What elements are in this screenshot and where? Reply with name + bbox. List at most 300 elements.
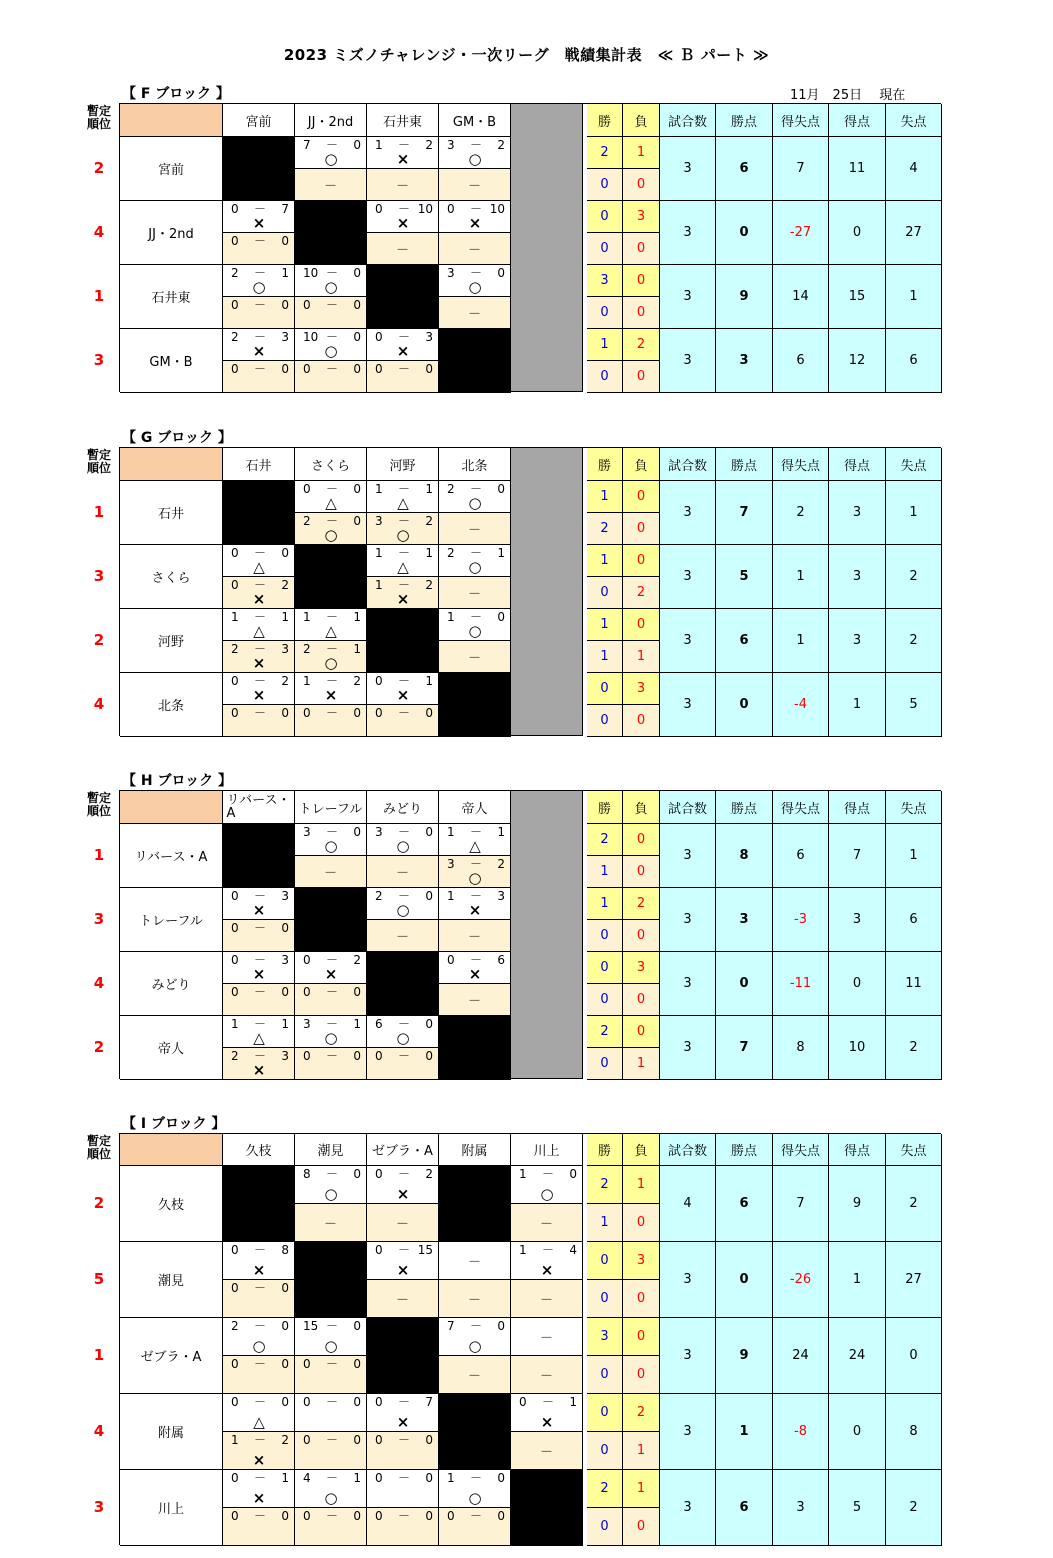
losses-second-leg: 0 <box>623 1508 660 1546</box>
score-for: 1 <box>447 1471 455 1485</box>
score-for: 0 <box>231 202 239 216</box>
score-against: 2 <box>281 674 289 688</box>
team-header: 石井東 <box>367 104 439 137</box>
wins-first-leg: 0 <box>587 952 623 984</box>
score-for: 1 <box>519 1243 527 1257</box>
score-against: 1 <box>569 1395 577 1409</box>
score-against: 4 <box>569 1243 577 1257</box>
score-separator: － <box>254 298 267 312</box>
match-result-1 <box>295 137 367 169</box>
team-name: 宮前 <box>120 137 223 201</box>
score-for: 1 <box>447 610 455 624</box>
score-separator: － <box>254 1433 267 1447</box>
team-name: 河野 <box>120 609 223 673</box>
score-for: 15 <box>303 1319 319 1333</box>
wins-first-leg: 1 <box>587 481 623 513</box>
wins-second-leg: 1 <box>587 641 623 673</box>
points: 3 <box>716 329 773 393</box>
games-played: 3 <box>660 545 716 609</box>
no-match-dash: － <box>323 866 337 881</box>
score-separator: － <box>254 546 267 560</box>
losses-second-leg: 0 <box>623 169 660 201</box>
stat-header: 勝点 <box>716 791 773 824</box>
score-against: 1 <box>497 825 505 839</box>
match-result-1 <box>367 1394 439 1432</box>
match-score <box>367 1050 439 1064</box>
match-score <box>223 986 295 1000</box>
self-match-cell <box>511 1470 583 1546</box>
score-separator: － <box>254 1017 267 1031</box>
stat-header: 負 <box>623 104 660 137</box>
score-separator: － <box>326 1395 339 1409</box>
score-separator: － <box>254 330 267 344</box>
points: 0 <box>716 1242 773 1318</box>
losses-first-leg: 3 <box>623 1242 660 1280</box>
goal-difference: -8 <box>773 1394 829 1470</box>
match-result-2 <box>295 361 367 393</box>
score-for: 0 <box>375 1243 383 1257</box>
score-for: 0 <box>303 1509 311 1523</box>
result-mark: ○ <box>252 1337 266 1355</box>
goals-against: 5 <box>886 673 942 737</box>
score-for: 1 <box>303 610 311 624</box>
match-result-2 <box>511 1356 583 1394</box>
match-result-2 <box>439 297 511 329</box>
score-against: 2 <box>353 674 361 688</box>
result-mark: ○ <box>468 278 482 296</box>
goals-for: 24 <box>829 1318 886 1394</box>
no-match-dash: － <box>539 1369 553 1384</box>
score-against: 3 <box>425 330 433 344</box>
team-header: リバース・ A <box>223 791 295 824</box>
score-against: 0 <box>353 1509 361 1523</box>
rank-header: 暫定 順位 <box>86 104 111 131</box>
team-header: みどり <box>367 791 439 824</box>
self-match-cell <box>223 137 295 201</box>
result-mark: × <box>396 342 410 360</box>
score-against: 1 <box>281 610 289 624</box>
score-for: 2 <box>447 482 455 496</box>
goals-against: 27 <box>886 1242 942 1318</box>
score-for: 1 <box>231 610 239 624</box>
result-mark: × <box>396 590 410 608</box>
score-for: 0 <box>375 362 383 376</box>
team-name: 石井 <box>120 481 223 545</box>
goals-against: 4 <box>886 137 942 201</box>
score-against: 3 <box>281 1049 289 1063</box>
score-for: 0 <box>447 202 455 216</box>
provisional-rank: 2 <box>93 1038 105 1056</box>
match-result-1 <box>223 888 295 920</box>
wins-second-leg: 0 <box>587 1432 623 1470</box>
score-separator: － <box>326 674 339 688</box>
provisional-rank: 1 <box>93 503 105 521</box>
score-against: 0 <box>353 706 361 720</box>
match-result-2 <box>367 361 439 393</box>
goals-against: 2 <box>886 1166 942 1242</box>
wins-first-leg: 0 <box>587 1394 623 1432</box>
team-header: 北条 <box>439 448 511 481</box>
score-separator: － <box>326 985 339 999</box>
match-result-2 <box>439 513 511 545</box>
team-name: さくら <box>120 545 223 609</box>
score-for: 1 <box>375 546 383 560</box>
goals-against: 1 <box>886 481 942 545</box>
no-match-dash: － <box>467 243 481 258</box>
match-score <box>439 1472 511 1486</box>
score-against: 0 <box>353 298 361 312</box>
games-played: 3 <box>660 1470 716 1546</box>
match-score <box>223 363 295 377</box>
score-separator: － <box>542 1167 555 1181</box>
score-separator: － <box>254 706 267 720</box>
score-against: 1 <box>353 642 361 656</box>
self-match-cell <box>223 481 295 545</box>
score-separator: － <box>326 1433 339 1447</box>
match-result-2 <box>367 1432 439 1470</box>
score-for: 4 <box>303 1471 311 1485</box>
team-header: 附属 <box>439 1134 511 1166</box>
match-result-2 <box>511 1204 583 1242</box>
provisional-rank: 3 <box>93 1498 105 1516</box>
score-separator: － <box>470 546 483 560</box>
score-for: 0 <box>231 953 239 967</box>
stat-header: 得点 <box>829 104 886 137</box>
self-match-cell <box>439 1394 511 1470</box>
losses-second-leg: 0 <box>623 856 660 888</box>
score-against: 1 <box>353 1017 361 1031</box>
score-separator: － <box>470 1509 483 1523</box>
goal-difference: 6 <box>773 824 829 888</box>
match-result-2 <box>295 705 367 737</box>
match-result-2 <box>295 1204 367 1242</box>
points: 0 <box>716 201 773 265</box>
score-separator: － <box>398 1509 411 1523</box>
match-result-2 <box>223 984 295 1016</box>
match-result-1 <box>223 1242 295 1280</box>
score-against: 0 <box>425 1433 433 1447</box>
stat-header: 勝点 <box>716 448 773 481</box>
score-for: 2 <box>303 514 311 528</box>
score-for: 10 <box>303 330 319 344</box>
score-for: 0 <box>231 1395 239 1409</box>
match-score <box>367 1244 439 1258</box>
score-for: 0 <box>231 706 239 720</box>
match-result-1 <box>367 888 439 920</box>
score-for: 3 <box>375 825 383 839</box>
match-result-1 <box>511 1318 583 1356</box>
goals-for: 7 <box>829 824 886 888</box>
score-for: 0 <box>303 1395 311 1409</box>
score-separator: － <box>398 1049 411 1063</box>
score-for: 2 <box>447 546 455 560</box>
score-separator: － <box>470 202 483 216</box>
match-result-2 <box>367 233 439 265</box>
score-for: 0 <box>303 953 311 967</box>
result-mark: × <box>252 1261 266 1279</box>
score-against: 2 <box>425 138 433 152</box>
no-match-dash: － <box>539 1293 553 1308</box>
goals-for: 1 <box>829 673 886 737</box>
losses-first-leg: 0 <box>623 265 660 297</box>
no-match-dash: － <box>323 1217 337 1232</box>
goal-difference: 1 <box>773 545 829 609</box>
self-match-cell <box>295 888 367 952</box>
score-against: 2 <box>425 578 433 592</box>
match-result-2 <box>295 641 367 673</box>
match-score <box>367 1396 439 1410</box>
score-against: 0 <box>497 1471 505 1485</box>
score-for: 0 <box>231 1357 239 1371</box>
result-mark: × <box>324 686 338 704</box>
score-separator: － <box>254 610 267 624</box>
score-against: 0 <box>497 482 505 496</box>
goals-for: 3 <box>829 888 886 952</box>
team-name: 久枝 <box>120 1166 223 1242</box>
score-separator: － <box>326 298 339 312</box>
score-for: 0 <box>231 298 239 312</box>
no-match-dash: － <box>539 1217 553 1232</box>
score-for: 0 <box>303 298 311 312</box>
score-separator: － <box>470 889 483 903</box>
self-match-cell <box>439 1166 511 1242</box>
goal-difference: 3 <box>773 1470 829 1546</box>
score-against: 0 <box>353 985 361 999</box>
result-mark: × <box>396 150 410 168</box>
score-separator: － <box>254 362 267 376</box>
match-result-2 <box>367 169 439 201</box>
result-mark: × <box>252 1451 266 1469</box>
match-score <box>295 1472 367 1486</box>
score-for: 0 <box>231 578 239 592</box>
score-separator: － <box>254 921 267 935</box>
match-result-1 <box>223 265 295 297</box>
no-match-dash: － <box>395 243 409 258</box>
score-for: 0 <box>303 706 311 720</box>
match-result-1 <box>439 888 511 920</box>
score-for: 0 <box>231 985 239 999</box>
match-result-1 <box>223 1016 295 1048</box>
score-separator: － <box>398 202 411 216</box>
score-against: 0 <box>569 1167 577 1181</box>
points: 3 <box>716 888 773 952</box>
score-separator: － <box>326 825 339 839</box>
match-score <box>223 1358 295 1372</box>
games-played: 3 <box>660 201 716 265</box>
match-score <box>295 1434 367 1448</box>
provisional-rank: 1 <box>93 287 105 305</box>
match-result-2 <box>439 1356 511 1394</box>
no-match-dash: － <box>395 1293 409 1308</box>
losses-second-leg: 0 <box>623 1280 660 1318</box>
wins-second-leg: 0 <box>587 577 623 609</box>
score-for: 0 <box>231 546 239 560</box>
match-score <box>223 1434 295 1448</box>
match-score <box>295 1320 367 1334</box>
points: 7 <box>716 481 773 545</box>
losses-second-leg: 0 <box>623 1356 660 1394</box>
points: 9 <box>716 1318 773 1394</box>
score-for: 3 <box>375 514 383 528</box>
match-result-2 <box>223 233 295 265</box>
losses-second-leg: 1 <box>623 1048 660 1080</box>
losses-first-leg: 0 <box>623 1318 660 1356</box>
result-mark: × <box>324 965 338 983</box>
result-mark: × <box>540 1413 554 1431</box>
score-for: 2 <box>231 642 239 656</box>
match-result-1 <box>295 1016 367 1048</box>
score-separator: － <box>326 1509 339 1523</box>
points: 5 <box>716 545 773 609</box>
score-separator: － <box>470 266 483 280</box>
points: 6 <box>716 1470 773 1546</box>
score-for: 0 <box>375 202 383 216</box>
match-result-2 <box>295 984 367 1016</box>
score-for: 0 <box>447 953 455 967</box>
match-result-1 <box>367 481 439 513</box>
no-match-dash: － <box>395 1217 409 1232</box>
score-separator: － <box>398 330 411 344</box>
score-separator: － <box>254 1471 267 1485</box>
result-mark: ○ <box>540 1185 554 1203</box>
team-name: 帝人 <box>120 1016 223 1080</box>
score-against: 0 <box>353 1049 361 1063</box>
stat-header: 負 <box>623 1134 660 1166</box>
match-result-1 <box>223 952 295 984</box>
stat-header: 勝 <box>587 104 623 137</box>
score-separator: － <box>398 362 411 376</box>
score-separator: － <box>398 138 411 152</box>
goal-difference: 24 <box>773 1318 829 1394</box>
score-for: 0 <box>231 674 239 688</box>
stat-header: 得失点 <box>773 448 829 481</box>
result-mark: ○ <box>324 342 338 360</box>
wins-first-leg: 1 <box>587 329 623 361</box>
score-separator: － <box>254 578 267 592</box>
match-score <box>511 1168 583 1182</box>
match-score <box>367 1510 439 1524</box>
score-against: 2 <box>425 514 433 528</box>
match-result-1 <box>511 1394 583 1432</box>
score-against: 3 <box>281 642 289 656</box>
score-against: 0 <box>425 825 433 839</box>
score-separator: － <box>542 1395 555 1409</box>
match-score <box>295 707 367 721</box>
match-result-1 <box>295 481 367 513</box>
match-result-1 <box>367 1242 439 1280</box>
result-mark: △ <box>325 622 337 640</box>
score-separator: － <box>326 706 339 720</box>
block-label: 【 H ブロック 】 <box>122 773 233 789</box>
match-result-2 <box>367 513 439 545</box>
match-result-2 <box>367 856 439 888</box>
score-against: 0 <box>281 921 289 935</box>
match-score <box>439 1510 511 1524</box>
team-header: トレーフル <box>295 791 367 824</box>
score-for: 0 <box>231 1509 239 1523</box>
match-result-1 <box>439 545 511 577</box>
match-result-2 <box>223 297 295 329</box>
match-result-2 <box>439 856 511 888</box>
score-against: 0 <box>425 706 433 720</box>
stat-header: 勝点 <box>716 104 773 137</box>
games-played: 3 <box>660 481 716 545</box>
goal-difference: -3 <box>773 888 829 952</box>
goal-difference: 7 <box>773 137 829 201</box>
self-match-cell <box>295 1242 367 1318</box>
score-for: 0 <box>231 1281 239 1295</box>
match-result-2 <box>223 361 295 393</box>
match-result-1 <box>295 1470 367 1508</box>
games-played: 4 <box>660 1166 716 1242</box>
losses-second-leg: 0 <box>623 920 660 952</box>
score-against: 0 <box>281 1357 289 1371</box>
match-result-2 <box>295 169 367 201</box>
score-separator: － <box>254 1243 267 1257</box>
stat-header: 得点 <box>829 791 886 824</box>
losses-first-leg: 1 <box>623 1470 660 1508</box>
match-result-1 <box>511 1166 583 1204</box>
score-separator: － <box>326 953 339 967</box>
wins-second-leg: 0 <box>587 297 623 329</box>
score-against: 0 <box>281 1319 289 1333</box>
score-for: 1 <box>303 674 311 688</box>
stat-header: 失点 <box>886 1134 942 1166</box>
score-against: 8 <box>281 1243 289 1257</box>
score-for: 0 <box>303 482 311 496</box>
team-header: 宮前 <box>223 104 295 137</box>
score-separator: － <box>326 1357 339 1371</box>
match-result-1 <box>295 609 367 641</box>
score-for: 0 <box>231 234 239 248</box>
team-header: ゼブラ・A <box>367 1134 439 1166</box>
match-result-1 <box>439 201 511 233</box>
games-played: 3 <box>660 952 716 1016</box>
wins-first-leg: 1 <box>587 888 623 920</box>
losses-first-leg: 2 <box>623 329 660 361</box>
goal-difference: -11 <box>773 952 829 1016</box>
games-played: 3 <box>660 673 716 737</box>
result-mark: × <box>396 1261 410 1279</box>
losses-first-leg: 2 <box>623 1394 660 1432</box>
team-header: 潮見 <box>295 1134 367 1166</box>
provisional-rank: 1 <box>93 846 105 864</box>
match-result-1 <box>439 137 511 169</box>
score-separator: － <box>254 1319 267 1333</box>
wins-second-leg: 1 <box>587 856 623 888</box>
score-against: 1 <box>425 674 433 688</box>
match-result-1 <box>295 824 367 856</box>
result-mark: ○ <box>396 837 410 855</box>
games-played: 3 <box>660 1394 716 1470</box>
result-mark: ○ <box>324 526 338 544</box>
score-for: 0 <box>375 674 383 688</box>
match-result-1 <box>439 824 511 856</box>
match-score <box>223 1472 295 1486</box>
no-match-dash: － <box>395 179 409 194</box>
match-result-2 <box>223 920 295 952</box>
score-against: 2 <box>497 857 505 871</box>
no-match-dash: － <box>323 179 337 194</box>
score-against: 7 <box>425 1395 433 1409</box>
score-for: 0 <box>375 330 383 344</box>
points: 0 <box>716 673 773 737</box>
score-separator: － <box>326 330 339 344</box>
losses-first-leg: 0 <box>623 545 660 577</box>
match-result-2 <box>367 1508 439 1546</box>
match-score <box>223 1510 295 1524</box>
losses-second-leg: 0 <box>623 233 660 265</box>
